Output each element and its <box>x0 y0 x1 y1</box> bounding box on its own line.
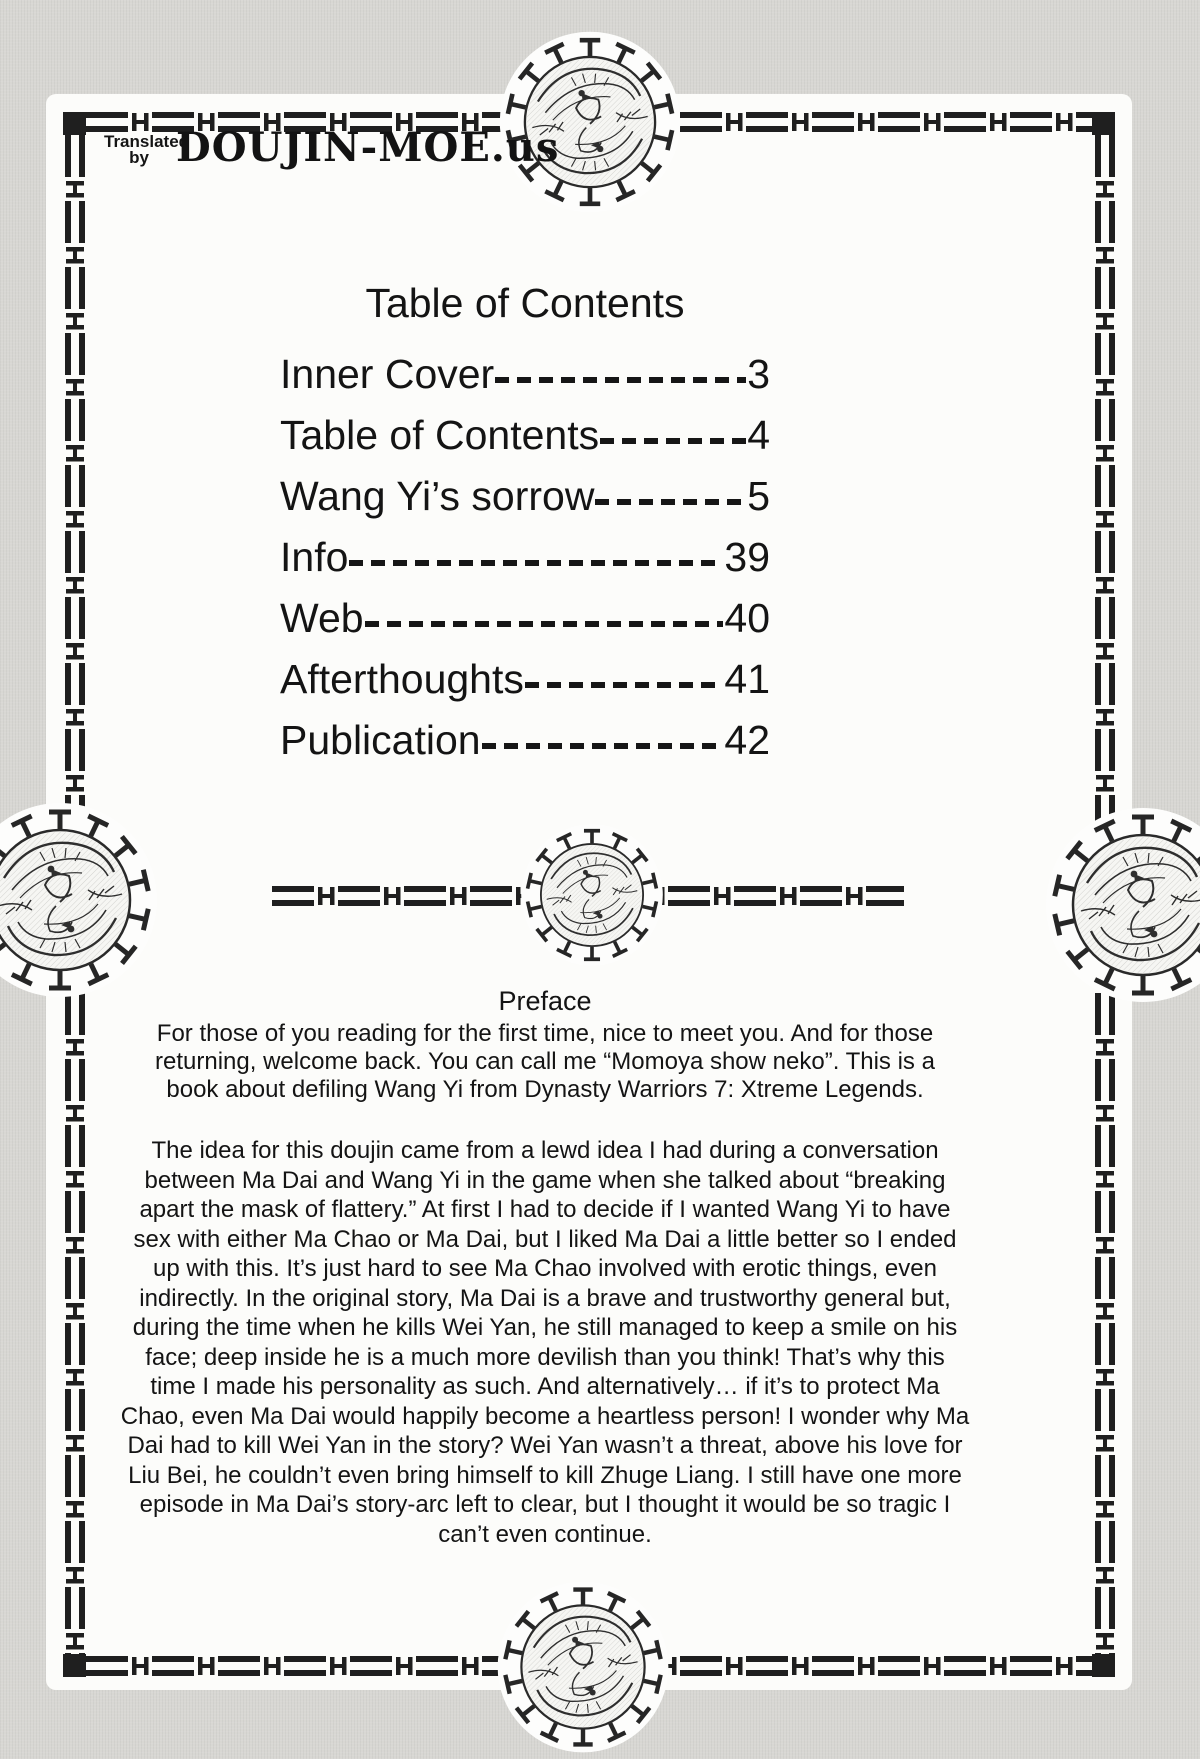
preface-body-paragraph: The idea for this doujin came from a lewd idea I had during a conversation between Ma Dai and Wang Yi in the game when she talked about “breaking apart the mask of flattery.” At first I had to decide if I wanted Wang Yi to have sex with either Ma Chao or Ma Dai, but I liked Ma Dai a little better so I ended up with this. It’s just hard to see Ma Chao involved with erotic things, even indirectly. In the original story, Ma Dai is a brave and trustworthy general but, during the time when he kills Wei Yan, he still managed to keep a smile on his face; deep inside he is a much more devilish than you think! That’s why this time I made his personality as such. And alternatively… if it’s to protect Ma Chao, even Ma Dai would happily become a heartless person! I wonder why Ma Dai had to kill Wei Yan in the story? Wei Yan wasn’t a threat, above his love for Liu Bei, he couldn’t even bring himself to kill Zhuge Liang. I still have one more episode in Ma Dai’s story-arc left to clear, but I thought it would be so tragic I can’t even continue. <box>120 1137 970 1548</box>
toc-entry-label: Publication <box>280 717 481 763</box>
toc-page-number: 4 <box>747 412 770 458</box>
preface-title: Preface <box>498 986 592 1016</box>
toc-entry-label: Info <box>280 534 349 580</box>
toc-dash-leader <box>482 743 724 749</box>
toc-page-number: 41 <box>724 656 770 702</box>
toc-row <box>280 588 770 649</box>
toc-row <box>280 466 770 527</box>
toc-dash-leader <box>365 621 724 627</box>
toc-row <box>280 649 770 710</box>
toc-dash-leader <box>495 377 746 383</box>
phoenix-medallion-left-icon <box>0 800 160 1000</box>
phoenix-medallion-bottom-icon <box>495 1579 671 1755</box>
doujin-moe-logo: DOUJIN-MOE.us <box>176 124 560 171</box>
translated-by-line1: Translated <box>104 132 190 151</box>
toc-dash-leader <box>600 438 746 444</box>
toc-page-number: 42 <box>724 717 770 763</box>
preface-intro-paragraph: For those of you reading for the first time, nice to meet you. And for those returning, welcome back. You can call me “Momoya show neko”. This is a book about defiling Wang Yi from Dynasty Warriors 7: Xtreme Legends. <box>155 1020 935 1103</box>
translated-by-label <box>104 132 190 167</box>
border-corner-bottom-right <box>1092 1654 1115 1677</box>
phoenix-medallion-right-icon <box>1043 805 1200 1005</box>
toc-entry-label: Afterthoughts <box>280 656 524 702</box>
toc-row <box>280 405 770 466</box>
toc-dash-leader <box>595 499 746 505</box>
translated-by-line2: by <box>129 148 149 167</box>
toc-page-number: 3 <box>747 351 770 397</box>
toc-dash-leader <box>525 682 724 688</box>
toc-dash-leader <box>349 560 723 566</box>
border-corner-top-left <box>63 112 86 135</box>
toc-page-number: 39 <box>724 534 770 580</box>
toc-entry-label: Wang Yi’s sorrow <box>280 473 595 519</box>
toc-entry-label: Table of Contents <box>280 412 600 458</box>
toc-entry-label: Inner Cover <box>280 351 495 397</box>
border-corner-top-right <box>1092 112 1115 135</box>
phoenix-medallion-center-icon <box>519 822 665 968</box>
toc-section <box>280 278 770 771</box>
toc-entry-label: Web <box>280 595 364 641</box>
toc-row <box>280 710 770 771</box>
toc-row <box>280 527 770 588</box>
border-corner-bottom-left <box>63 1654 86 1677</box>
phoenix-medallion-top-icon <box>497 29 683 215</box>
toc-row <box>280 344 770 405</box>
toc-page-number: 40 <box>724 595 770 641</box>
toc-page-number: 5 <box>747 473 770 519</box>
toc-title: Table of Contents <box>365 280 685 326</box>
